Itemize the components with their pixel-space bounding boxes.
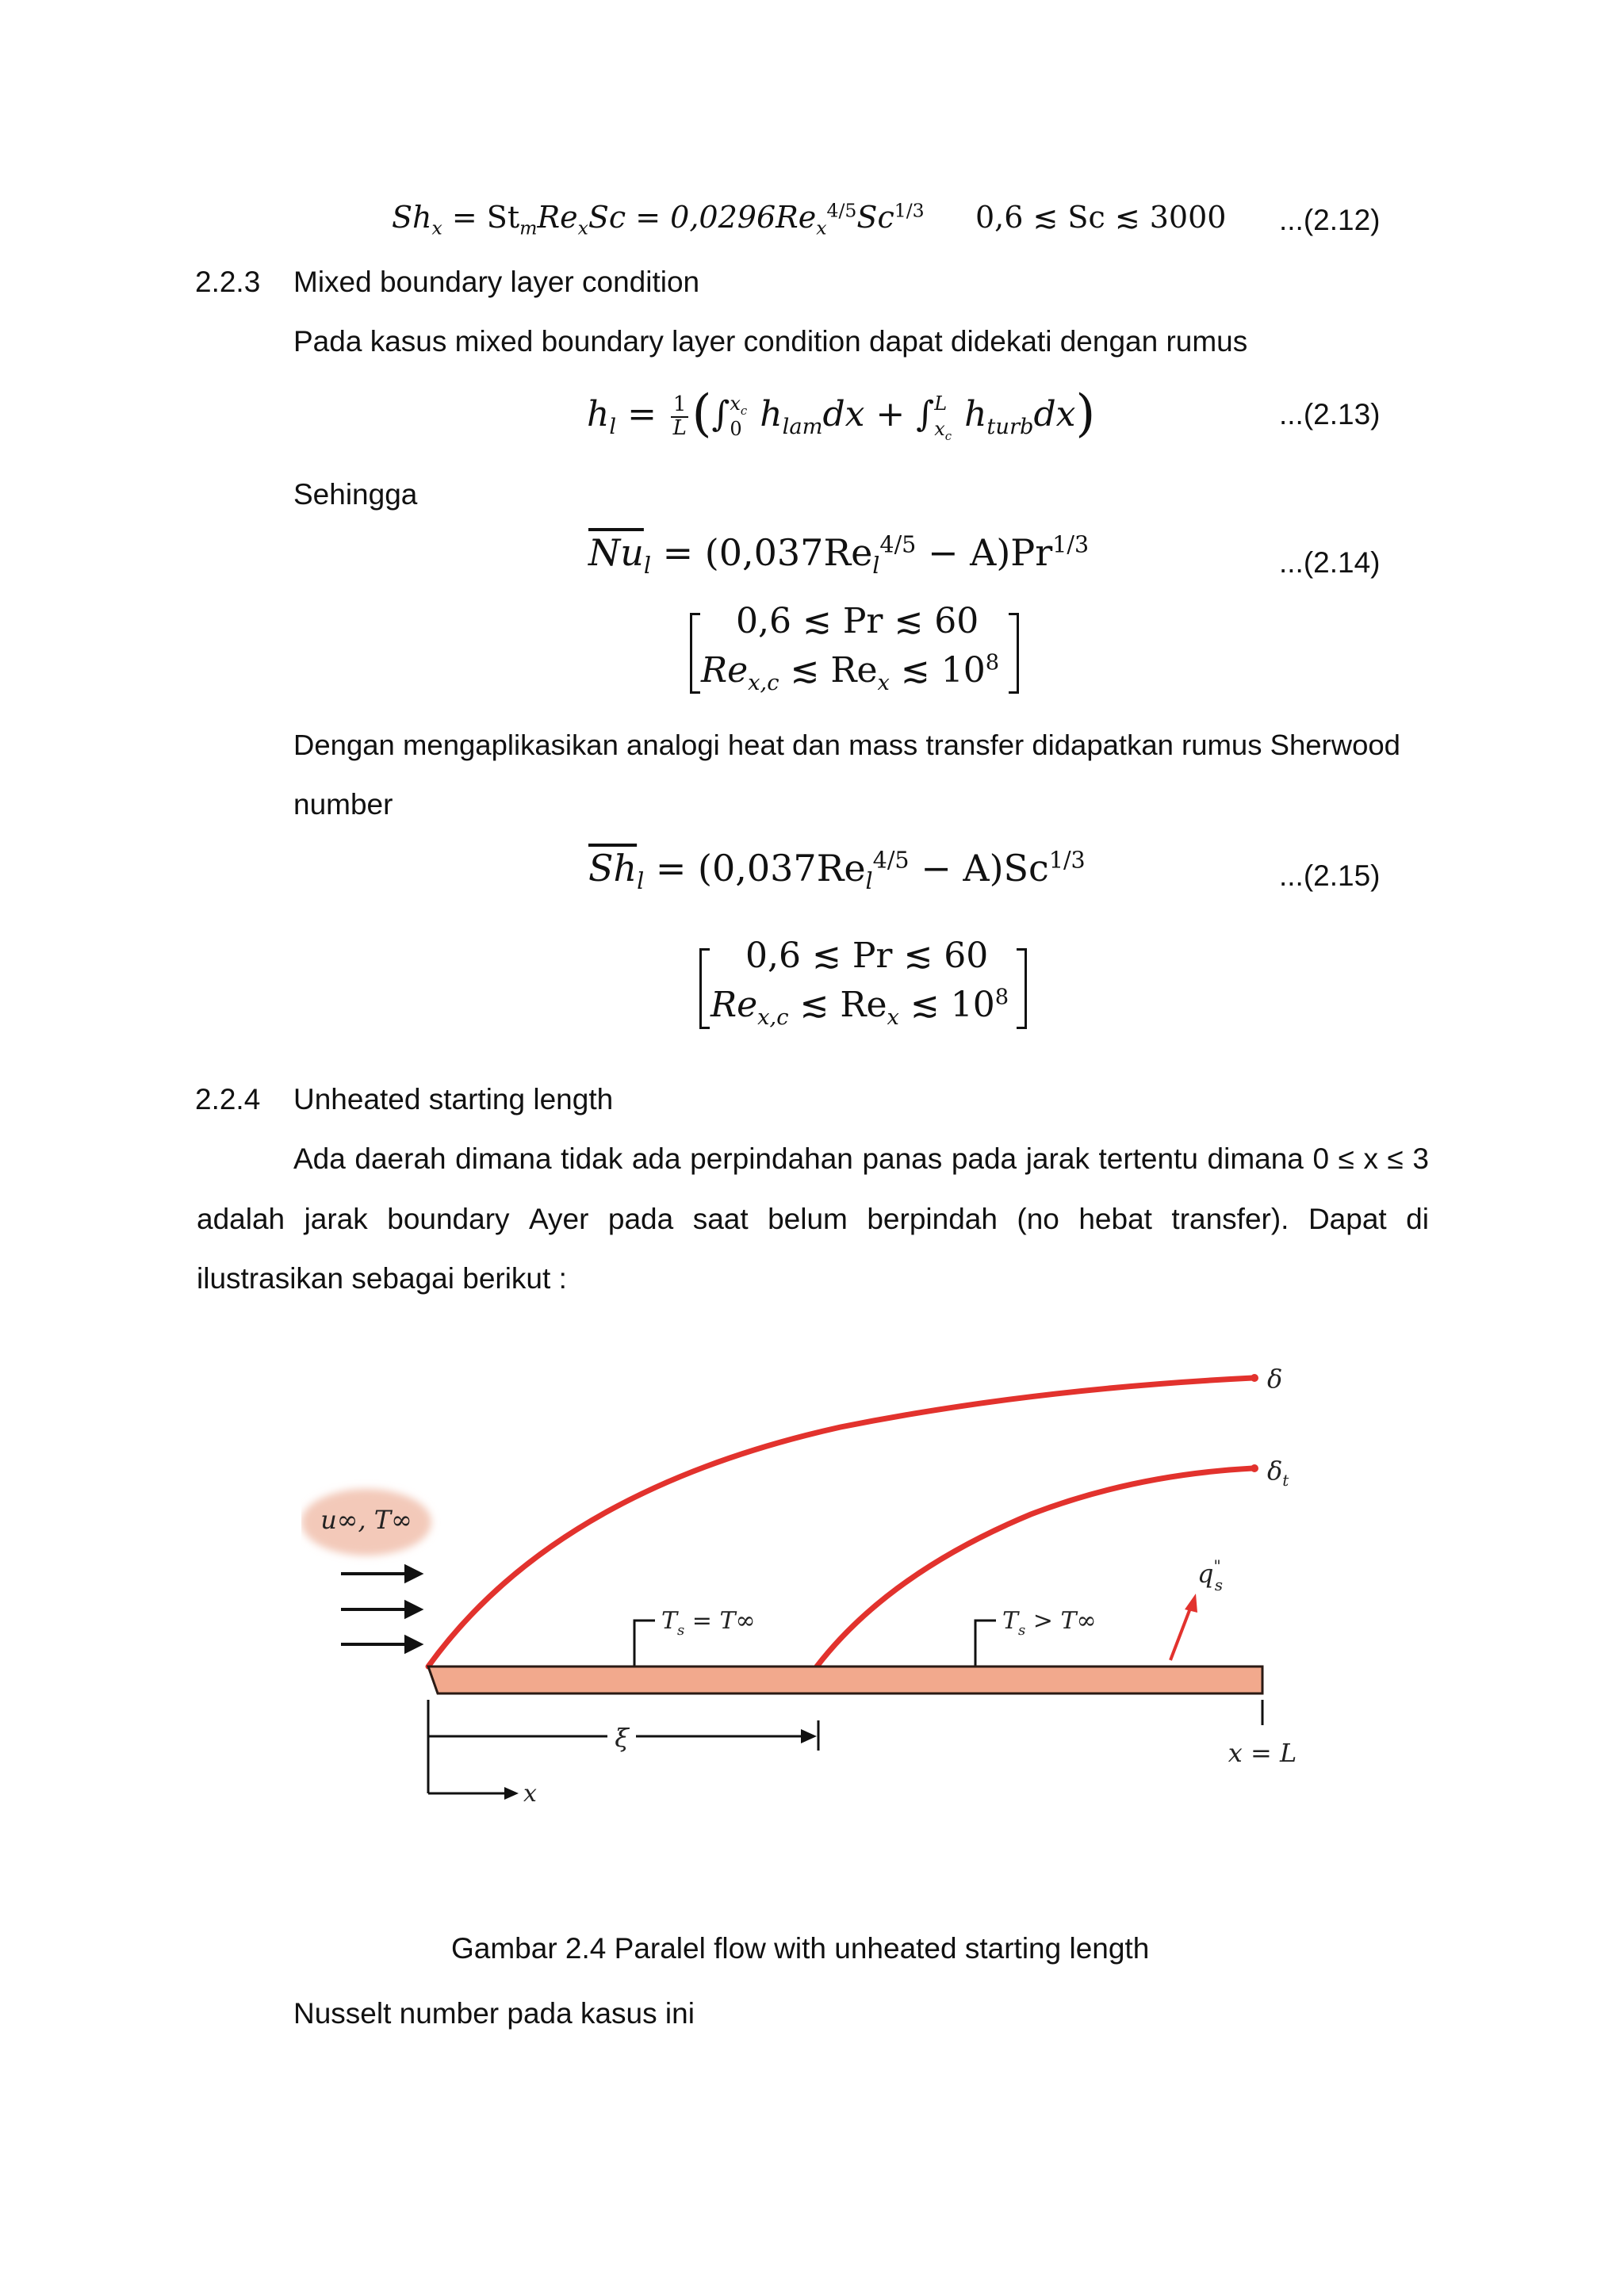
ts-gt-label — [1002, 1607, 1096, 1639]
equation-number-2-12: ...(2.12) — [1279, 204, 1381, 236]
eq-text: 0,6 ≲ Pr ≲ 60 — [745, 936, 989, 976]
eq-text: = (0,037Re — [644, 847, 866, 890]
eq-sub: c — [944, 428, 952, 443]
equation-2-13 — [587, 385, 1095, 443]
eq-text: Re — [701, 650, 749, 691]
figure-unheated-starting-length — [301, 1316, 1332, 1871]
eq-text: h — [953, 394, 987, 434]
bracket-right — [1009, 613, 1019, 694]
eq-sup: 8 — [994, 985, 1009, 1010]
eq-sub: l — [609, 414, 617, 439]
word: pada — [607, 1203, 674, 1235]
delta-end-dot — [1251, 1374, 1258, 1382]
eq-text: Re — [537, 200, 578, 235]
eq-sub: x,c — [748, 670, 779, 695]
eq-sub: turb — [986, 414, 1034, 439]
eq-sub: x,c — [757, 1004, 789, 1030]
word: di — [1406, 1203, 1429, 1235]
eq-text: Sc = 0,0296Re — [588, 200, 817, 235]
fraction — [671, 394, 689, 439]
paren-open: ( — [691, 385, 712, 443]
figure-caption: Gambar 2.4 Paralel flow with unheated starting length — [451, 1932, 1150, 1965]
equation-number-2-13: ...(2.13) — [1279, 398, 1381, 430]
equation-number-2-15: ...(2.15) — [1279, 859, 1381, 892]
ts-gt-leader — [975, 1621, 996, 1671]
section-number-2-2-4: 2.2.4 — [195, 1083, 261, 1115]
paren-close: ) — [1075, 385, 1096, 443]
heat-flux-arrow-head — [1185, 1594, 1197, 1613]
eq-sub: x — [816, 216, 827, 239]
eq-sub: x — [577, 216, 588, 239]
word: belum — [768, 1203, 848, 1235]
eq-text: ≲ 10 — [898, 985, 995, 1025]
eq-sub: l — [872, 553, 880, 580]
arrow-head — [406, 1602, 420, 1617]
eq-text: 0,6 ≲ Pr ≲ 60 — [736, 601, 979, 641]
eq-text: − A)Pr — [916, 531, 1053, 574]
eq-text: x — [730, 392, 741, 415]
section-title-2-2-4: Unheated starting length — [293, 1083, 614, 1115]
word: (no — [1017, 1203, 1059, 1235]
eq-text: dx + — [822, 394, 917, 434]
sherwood-paragraph-line-1: Dengan mengaplikasikan analogi heat dan mass transfer didapatkan rumus Sherwood — [293, 729, 1400, 761]
arrow-head — [406, 1637, 420, 1651]
word: Dapat — [1308, 1203, 1387, 1235]
fraction-numerator: 1 — [671, 394, 689, 417]
delta-label: δ — [1267, 1364, 1283, 1394]
heat-flux-arrow — [1170, 1606, 1191, 1660]
word: transfer). — [1171, 1203, 1289, 1235]
integral-sign: ∫ — [916, 394, 935, 434]
eq-sub: m — [519, 216, 538, 239]
xi-label: ξ — [615, 1723, 629, 1753]
equation-2-12 — [392, 199, 925, 239]
word: saat — [692, 1203, 749, 1235]
eq-text: $\overline{Nu}$ — [588, 531, 644, 574]
delta-t-label — [1267, 1456, 1289, 1490]
eq-text: 0,6 ≲ Sc ≲ 3000 — [975, 200, 1227, 235]
ts-base: T — [661, 1607, 678, 1635]
bracket-left — [699, 948, 710, 1029]
eq-sub: x — [431, 216, 442, 239]
ts-sub: s — [1018, 1622, 1026, 1639]
word: Ayer — [529, 1203, 589, 1235]
x-axis-label: x — [523, 1780, 537, 1808]
bracket-right — [1017, 948, 1027, 1029]
q-sub: s — [1214, 1575, 1223, 1594]
fraction-denominator: L — [672, 415, 687, 440]
integral-limits — [730, 392, 747, 441]
eq-text: x — [934, 417, 945, 440]
word: boundary — [387, 1203, 510, 1235]
flow-label: u∞, T∞ — [320, 1505, 412, 1535]
equation-2-15 — [588, 847, 1086, 895]
x-equals-l-label: x = L — [1228, 1738, 1297, 1768]
section-title-2-2-3: Mixed boundary layer condition — [293, 266, 700, 298]
heated-plate — [428, 1667, 1262, 1693]
eq-sub: l — [637, 868, 645, 895]
word: hebat — [1078, 1203, 1152, 1235]
eq-sup: 8 — [985, 650, 1000, 675]
delta-t-base: δ — [1267, 1456, 1283, 1486]
eq-sub: l — [865, 868, 873, 895]
q-sup: " — [1213, 1556, 1221, 1575]
bracket-left — [690, 613, 700, 694]
x-axis-arrow-head — [504, 1787, 519, 1800]
eq-sup: 1/3 — [894, 199, 925, 222]
ts-eq-label — [661, 1607, 755, 1639]
section-2-2-4-line-3: ilustrasikan sebagai berikut : — [197, 1262, 567, 1295]
heat-flux-label — [1197, 1556, 1223, 1594]
equation-2-15-condition-1 — [745, 936, 988, 976]
eq-text: = (0,037Re — [651, 531, 873, 574]
velocity-boundary-layer-curve — [428, 1378, 1253, 1667]
delta-t-end-dot — [1251, 1464, 1258, 1472]
eq-text: ≲ Re — [788, 985, 887, 1025]
eq-text: h — [749, 394, 783, 434]
eq-text: Sc — [856, 200, 894, 235]
eq-text: h — [587, 394, 610, 434]
eq-text: dx — [1033, 394, 1076, 434]
sherwood-paragraph-line-2: number — [293, 788, 393, 821]
eq-sup: 4/5 — [872, 847, 910, 874]
integral-limits — [934, 392, 952, 441]
eq-text: = — [616, 394, 668, 434]
eq-sub: l — [643, 553, 652, 580]
eq-sub: lam — [782, 414, 823, 439]
integral-sign: ∫ — [711, 394, 730, 434]
eq-text: ≲ Re — [779, 650, 878, 691]
section-2-2-4-line-1: Ada daerah dimana tidak ada perpindahan panas pada jarak tertentu dimana 0 ≤ x ≤ 3 — [293, 1142, 1429, 1175]
eq-sup: 4/5 — [826, 199, 857, 222]
word: jarak — [304, 1203, 368, 1235]
delta-t-sub: t — [1282, 1471, 1289, 1490]
equation-2-14 — [588, 531, 1090, 580]
final-line: Nusselt number pada kasus ini — [293, 1997, 695, 2030]
ts-rest: > T∞ — [1025, 1607, 1097, 1635]
eq-sub: x — [877, 670, 890, 695]
eq-text: Sh — [392, 200, 432, 235]
xi-arrow-head — [801, 1729, 817, 1743]
section-2-2-4-line-2 — [197, 1202, 1429, 1237]
int-hi: L — [934, 392, 948, 415]
int-lo — [934, 417, 952, 442]
eq-text: $\overline{Sh}$ — [588, 847, 638, 890]
eq-text: − A)Sc — [909, 847, 1049, 890]
equation-number-2-14: ...(2.14) — [1279, 546, 1381, 579]
word: berpindah — [867, 1203, 998, 1235]
thermal-boundary-layer-curve — [817, 1468, 1253, 1667]
equation-2-14-condition-1 — [736, 601, 979, 641]
eq-sub: c — [740, 404, 748, 419]
int-lo: 0 — [730, 417, 742, 440]
arrow-head — [406, 1567, 420, 1581]
eq-sup: 1/3 — [1052, 531, 1090, 558]
equation-2-15-condition-2 — [710, 985, 1009, 1030]
q-base: q — [1197, 1559, 1214, 1589]
eq-text: = St — [442, 200, 520, 235]
eq-sup: 4/5 — [879, 531, 917, 558]
ts-sub: s — [677, 1622, 685, 1639]
eq-sub: x — [887, 1004, 899, 1030]
eq-text: ≲ 10 — [889, 650, 986, 691]
section-2-2-3-intro: Pada kasus mixed boundary layer condition dapat didekati dengan rumus — [293, 325, 1248, 358]
eq-sup: 1/3 — [1048, 847, 1086, 874]
sehingga-text: Sehingga — [293, 478, 418, 511]
section-number-2-2-3: 2.2.3 — [195, 266, 261, 298]
eq-text: Re — [710, 985, 758, 1025]
flow-arrows — [341, 1567, 420, 1651]
int-hi — [730, 392, 748, 419]
equation-2-14-condition-2 — [701, 650, 1000, 695]
equation-2-12-range — [975, 200, 1226, 235]
ts-rest: = T∞ — [684, 1607, 756, 1635]
ts-eq-leader — [634, 1621, 655, 1671]
ts-base: T — [1002, 1607, 1019, 1635]
word: adalah — [197, 1203, 285, 1235]
